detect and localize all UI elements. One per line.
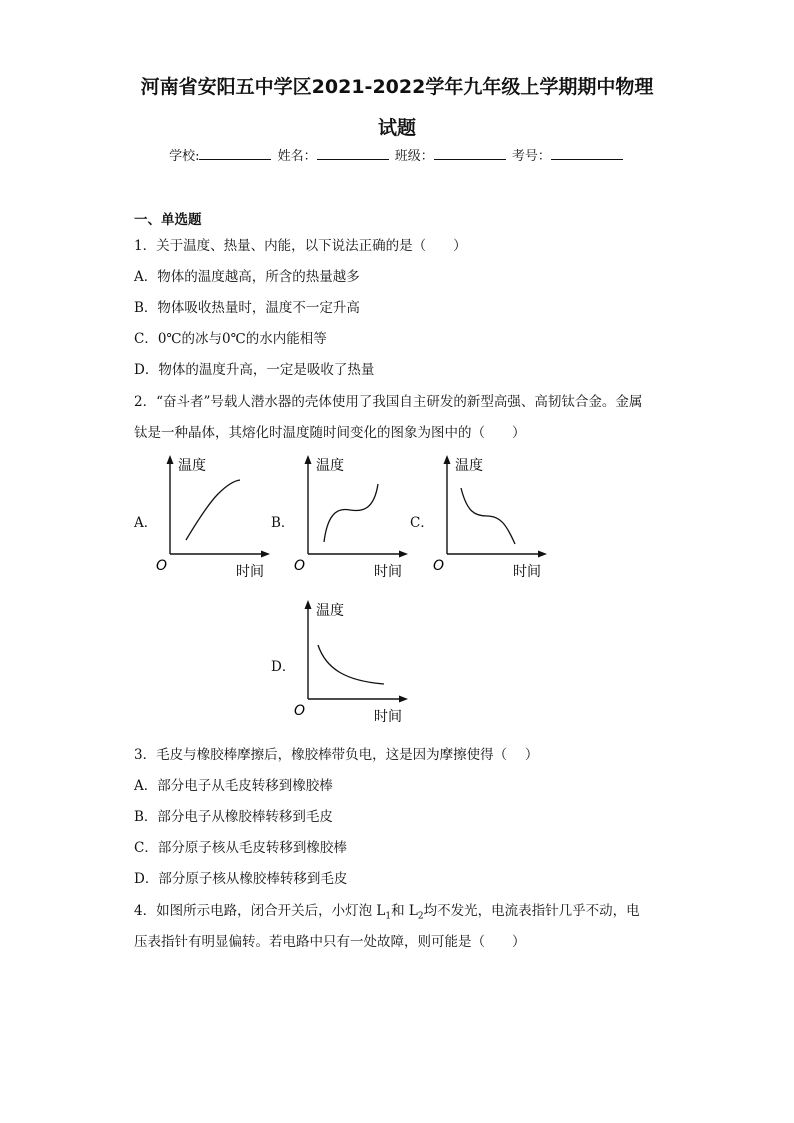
q1-option-c: C．0℃的冰与0℃的水内能相等 <box>134 331 327 347</box>
name-label: 姓名： <box>277 149 317 164</box>
x-axis-label: 时间 <box>513 564 541 580</box>
q4-stem-line2: 压表指针有明显偏转。若电路中只有一处故障，则可能是（ ） <box>134 934 526 950</box>
q1-stem: 1．关于温度、热量、内能，以下说法正确的是（ ） <box>134 238 467 254</box>
origin-label: O <box>294 558 306 574</box>
q2-graph-c <box>427 450 557 580</box>
origin-label: O <box>433 558 445 574</box>
number-blank[interactable] <box>551 147 623 160</box>
q2-graph-a <box>150 450 280 580</box>
class-label: 班级： <box>394 149 434 164</box>
page-title-line2: 试题 <box>377 117 416 139</box>
q3-option-d: D．部分原子核从橡胶棒转移到毛皮 <box>134 871 348 887</box>
q4-stem-part: 均不发光，电流表指针几乎不动，电 <box>423 903 640 919</box>
origin-label: O <box>294 703 306 719</box>
q3-option-a: A．部分电子从毛皮转移到橡胶棒 <box>134 778 333 794</box>
school-blank[interactable] <box>199 147 271 160</box>
x-axis-label: 时间 <box>374 564 402 580</box>
page-title-line1: 河南省安阳五中学区2021-2022学年九年级上学期期中物理 <box>140 76 654 98</box>
q2-stem-line2: 钛是一种晶体，其熔化时温度随时间变化的图象为图中的（ ） <box>134 425 526 441</box>
q4-stem-part: 4．如图所示电路，闭合开关后，小灯泡 L <box>134 903 386 919</box>
student-info-row <box>0 145 794 164</box>
origin-label: O <box>156 558 168 574</box>
y-axis-label: 温度 <box>316 458 344 474</box>
name-blank[interactable] <box>317 147 389 160</box>
class-blank[interactable] <box>434 147 506 160</box>
y-axis-label: 温度 <box>316 603 344 619</box>
section-heading: 一、单选题 <box>134 212 202 228</box>
q3-option-b: B．部分电子从橡胶棒转移到毛皮 <box>134 809 333 825</box>
q3-option-c: C．部分原子核从毛皮转移到橡胶棒 <box>134 840 347 856</box>
q1-option-d: D．物体的温度升高，一定是吸收了热量 <box>134 362 375 378</box>
q2-graph-b <box>288 450 418 580</box>
q2-stem-line1: 2．“奋斗者”号载人潜水器的壳体使用了我国自主研发的新型高强、高韧钛合金。金属 <box>134 394 643 410</box>
q1-option-a: A．物体的温度越高，所含的热量越多 <box>134 269 360 285</box>
y-axis-label: 温度 <box>178 458 206 474</box>
school-label: 学校: <box>169 149 200 164</box>
subscript-1: 1 <box>385 911 392 922</box>
y-axis-label: 温度 <box>455 458 483 474</box>
q2-option-c-label: C． <box>410 515 434 531</box>
q2-graph-d <box>288 595 418 725</box>
number-label: 考号： <box>511 149 551 164</box>
q4-stem-line1 <box>134 899 640 922</box>
q3-stem: 3．毛皮与橡胶棒摩擦后，橡胶棒带负电，这是因为摩擦使得（ ） <box>134 747 539 763</box>
q1-option-b: B．物体吸收热量时，温度不一定升高 <box>134 300 360 316</box>
q2-option-d-label: D． <box>271 659 296 675</box>
subscript-2: 2 <box>417 911 424 922</box>
x-axis-label: 时间 <box>236 564 264 580</box>
q4-stem-part: 和 L <box>391 903 418 919</box>
q2-option-a-label: A． <box>134 515 158 531</box>
x-axis-label: 时间 <box>374 709 402 725</box>
q2-option-b-label: B． <box>271 515 295 531</box>
